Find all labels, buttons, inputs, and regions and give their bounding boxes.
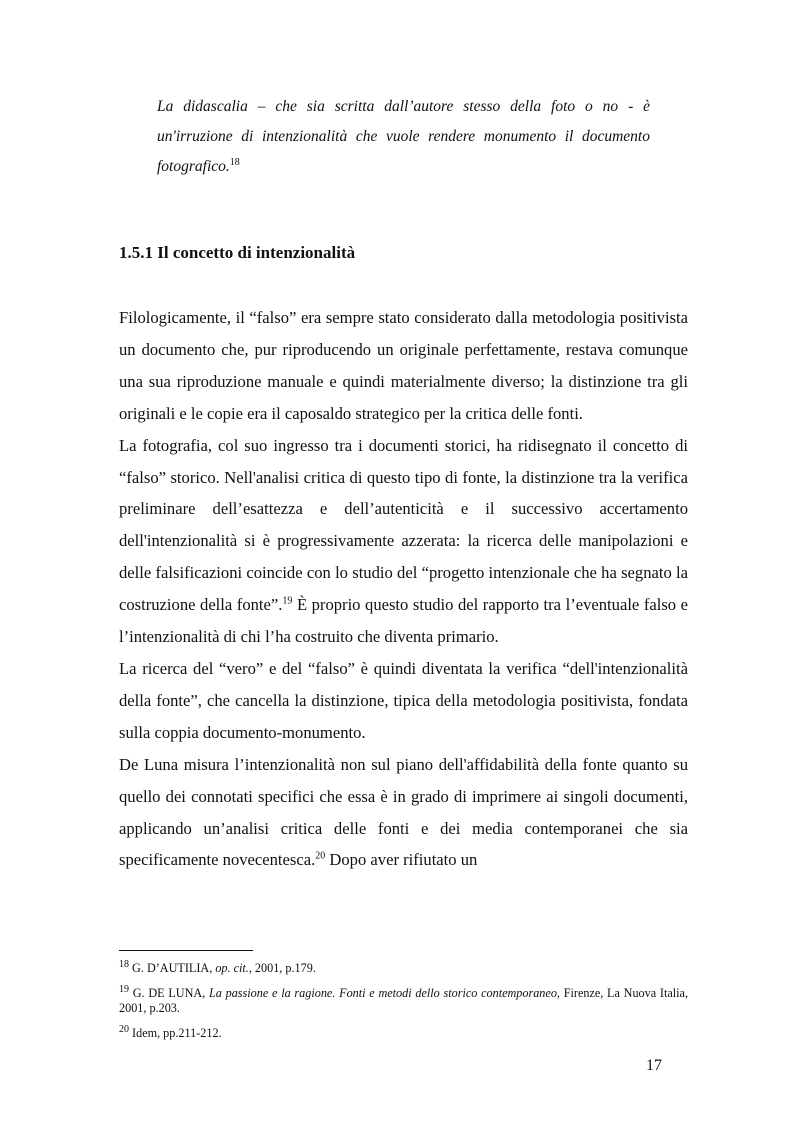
paragraph-2-part-a: La fotografia, col suo ingresso tra i documenti storici, ha ridisegnato il concetto di “falso” storico. Nell'analisi critica di questo tipo di fonte, la distinzione tra la verifica preliminare dell’esattezza e dell’autenticità e il successivo accertamento dell'intenzionalità si è progressivamente azzerata: la ricerca delle manipolazioni e delle falsificazioni coincide con lo studio del “progetto intenzionale che ha segnato la costruzione della fonte”.	[119, 435, 688, 615]
quote-text: La didascalia – che sia scritta dall’autore stesso della foto o no - è un'irruzione di intenzionalità che vuole rendere monumento il documento fotografico.	[157, 98, 650, 175]
footnote-20	[119, 1023, 688, 1041]
paragraph-2	[119, 430, 688, 653]
page-number: 17	[646, 1057, 662, 1074]
footnote-text: , 2001, p.179.	[248, 961, 316, 975]
footnote-19	[119, 983, 688, 1016]
footnote-text: , Firenze, La Nuova Italia, 2001, p.203.	[119, 986, 688, 1015]
footnote-text: G. DE LUNA,	[129, 986, 209, 1000]
footnote-italic: op. cit.	[215, 961, 249, 975]
paragraph-4	[119, 749, 688, 877]
footnote-text: G. D’AUTILIA,	[129, 961, 216, 975]
footnote-italic: La passione e la ragione. Fonti e metodi dello storico contemporaneo	[209, 986, 557, 1000]
paragraph-2-part-b: È proprio questo studio del rapporto tra l’eventuale falso e l’intenzionalità di chi l’ha costruito che diventa primario.	[119, 595, 688, 647]
body-text	[119, 302, 688, 876]
footnote-divider	[119, 950, 253, 951]
paragraph-3: La ricerca del “vero” e del “falso” è quindi diventata la verifica “dell'intenzionalità della fonte”, che cancella la distinzione, tipica della metodologia positivista, fondata sulla coppia documento-monumento.	[119, 658, 688, 742]
footnote-18	[119, 958, 688, 976]
paragraph-1: Filologicamente, il “falso” era sempre stato considerato dalla metodologia positivista un documento che, pur riproducendo un originale perfettamente, restava comunque una sua riproduzione manuale e quindi materialmente diverso; la distinzione tra gli originali e le copie era il caposaldo strategico per la critica delle fonti.	[119, 308, 688, 423]
block-quote	[157, 92, 650, 182]
footnote-text: Idem, pp.211-212.	[129, 1026, 222, 1040]
footnote-number: 19	[119, 983, 129, 995]
footnote-number: 18	[119, 958, 129, 970]
footnote-ref-19[interactable]: 19	[282, 595, 293, 607]
section-heading: 1.5.1 Il concetto di intenzionalità	[119, 243, 356, 262]
footnote-ref-20[interactable]: 20	[315, 850, 326, 862]
footnote-number: 20	[119, 1023, 129, 1035]
paragraph-4-part-a: De Luna misura l’intenzionalità non sul piano dell'affidabilità della fonte quanto su quello dei connotati specifici che essa è in grado di imprimere ai singoli documenti, applicando un’analisi critica delle fonti e dei media contemporanei che sia specificamente novecentesca.	[119, 754, 688, 870]
footnote-ref-18[interactable]: 18	[229, 156, 240, 168]
paragraph-4-part-b: Dopo aver rifiutato un	[325, 850, 478, 870]
footnotes	[119, 958, 688, 1051]
